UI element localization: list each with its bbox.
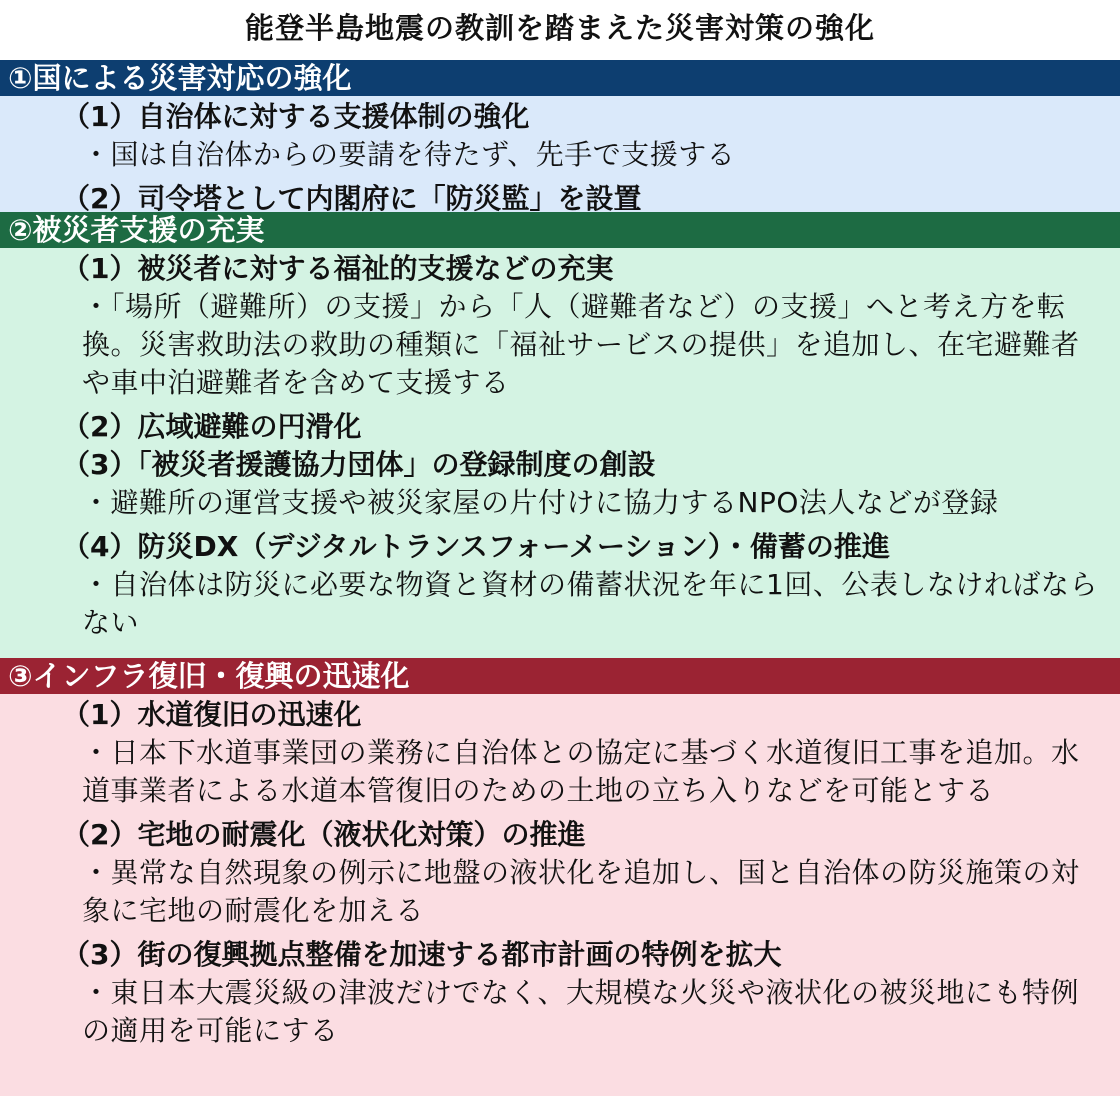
item-description: ・国は自治体からの要請を待たず、先手で支援する [82,138,736,171]
item-title: （1）自治体に対する支援体制の強化 [62,100,530,133]
item-title: （4）防災DX（デジタルトランスフォーメーション）・備蓄の推進 [62,530,890,563]
item-description: ・避難所の運営支援や被災家屋の片付けに協力するNPO法人などが登録 [82,486,999,519]
item-description: ・自治体は防災に必要な物資と資材の備蓄状況を年に1回、公表しなければならない [82,568,1098,639]
item-description: ・異常な自然現象の例示に地盤の液状化を追加し、国と自治体の防災施策の対象に宅地の耐震化を加える [82,856,1080,927]
section-body [0,694,1120,1096]
item-title: （3）「被災者援護協力団体」の登録制度の創設 [62,448,656,481]
item-title: （2）宅地の耐震化（液状化対策）の推進 [62,818,586,851]
section-body [0,96,1120,215]
section-header: ②被災者支援の充実 [0,212,1120,248]
item-description: ・東日本大震災級の津波だけでなく、大規模な火災や液状化の被災地にも特例の適用を可能にする [82,976,1079,1047]
section-infrastructure-recovery [0,658,1120,1096]
item-title: （2）司令塔として内閣府に「防災監」を設置 [62,182,642,215]
item-description: ・「場所（避難所）の支援」から「人（避難者など）の支援」へと考え方を転換。災害救助法の救助の種類に「福祉サービスの提供」を追加し、在宅避難者や車中泊避難者を含めて支援する [82,290,1080,399]
item-title: （1）被災者に対する福祉的支援などの充実 [62,252,614,285]
item-description: ・日本下水道事業団の業務に自治体との協定に基づく水道復旧工事を追加。水道事業者による水道本管復旧のための土地の立ち入りなどを可能とする [82,736,1080,807]
section-header: ③インフラ復旧・復興の迅速化 [0,658,1120,694]
section-victim-support [0,212,1120,658]
item-title: （1）水道復旧の迅速化 [62,698,362,731]
section-header: ①国による災害対応の強化 [0,60,1120,96]
item-title: （2）広域避難の円滑化 [62,410,362,443]
section-body [0,248,1120,658]
page-title: 能登半島地震の教訓を踏まえた災害対策の強化 [244,11,875,45]
section-national-response [0,60,1120,215]
item-title: （3）街の復興拠点整備を加速する都市計画の特例を拡大 [62,938,782,971]
